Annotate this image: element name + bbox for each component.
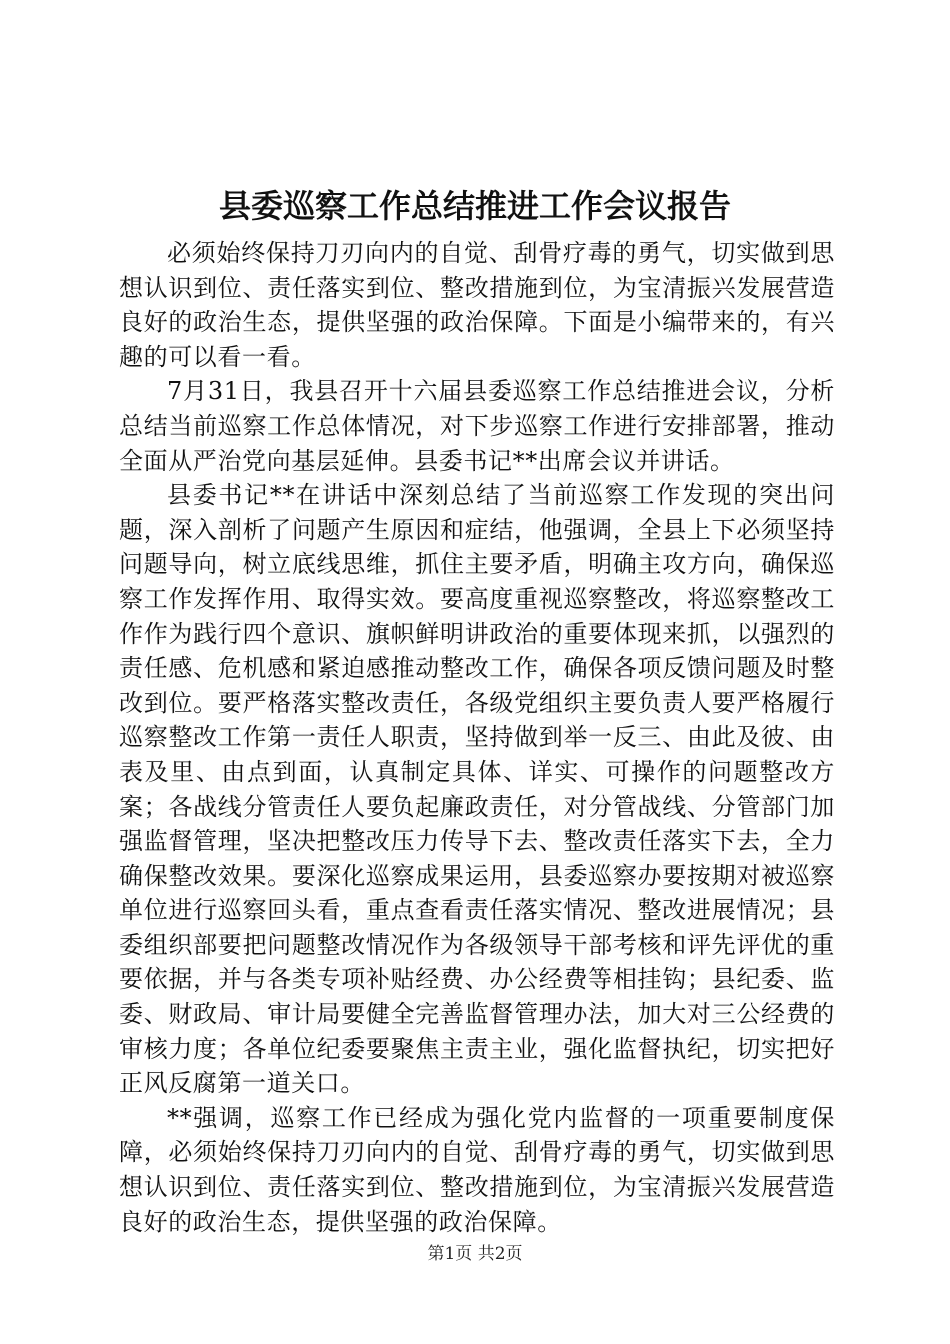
paragraph-2: 7月31日，我县召开十六届县委巡察工作总结推进会议，分析总结当前巡察工作总体情况，对下步巡察工作进行安排部署，推动全面从严治党向基层延伸。县委书记**出席会议并讲话。 <box>119 377 835 475</box>
paragraph-1: 必须始终保持刀刃向内的自觉、刮骨疗毒的勇气，切实做到思想认识到位、责任落实到位、整改措施到位，为宝清振兴发展营造良好的政治生态，提供坚强的政治保障。下面是小编带来的，有兴趣的可以看一看。 <box>119 239 835 371</box>
paragraph-4: **强调，巡察工作已经成为强化党内监督的一项重要制度保障，必须始终保持刀刃向内的自觉、刮骨疗毒的勇气，切实做到思想认识到位、责任落实到位、整改措施到位，为宝清振兴发展营造良好的政治生态，提供坚强的政治保障。 <box>119 1103 835 1236</box>
document-title: 县委巡察工作总结推进工作会议报告 <box>218 187 731 225</box>
document-body <box>119 236 835 1239</box>
page-footer: 第1页 共2页 <box>427 1244 523 1264</box>
paragraph-3: 县委书记**在讲话中深刻总结了当前巡察工作发现的突出问题，深入剖析了问题产生原因和症结，他强调，全县上下必须坚持问题导向，树立底线思维，抓住主要矛盾，明确主攻方向，确保巡察工作发挥作用、取得实效。要高度重视巡察整改，将巡察整改工作作为践行四个意识、旗帜鲜明讲政治的重要体现来抓，以强烈的责任感、危机感和紧迫感推动整改工作，确保各项反馈问题及时整改到位。要严格落实整改责任，各级党组织主要负责人要严格履行巡察整改工作第一责任人职责，坚持做到举一反三、由此及彼、由表及里、由点到面，认真制定具体、详实、可操作的问题整改方案；各战线分管责任人要负起廉政责任，对分管战线、分管部门加强监督管理，坚决把整改压力传导下去、整改责任落实下去，全力确保整改效果。要深化巡察成果运用，县委巡察办要按期对被巡察单位进行巡察回头看，重点查看责任落实情况、整改进展情况；县委组织部要把问题整改情况作为各级领导干部考核和评先评优的重要依据，并与各类专项补贴经费、办公经费等相挂钩；县纪委、监委、财政局、审计局要健全完善监督管理办法，加大对三公经费的审核力度；各单位纪委要聚焦主责主业，强化监督执纪，切实把好正风反腐第一道关口。 <box>119 481 835 1098</box>
